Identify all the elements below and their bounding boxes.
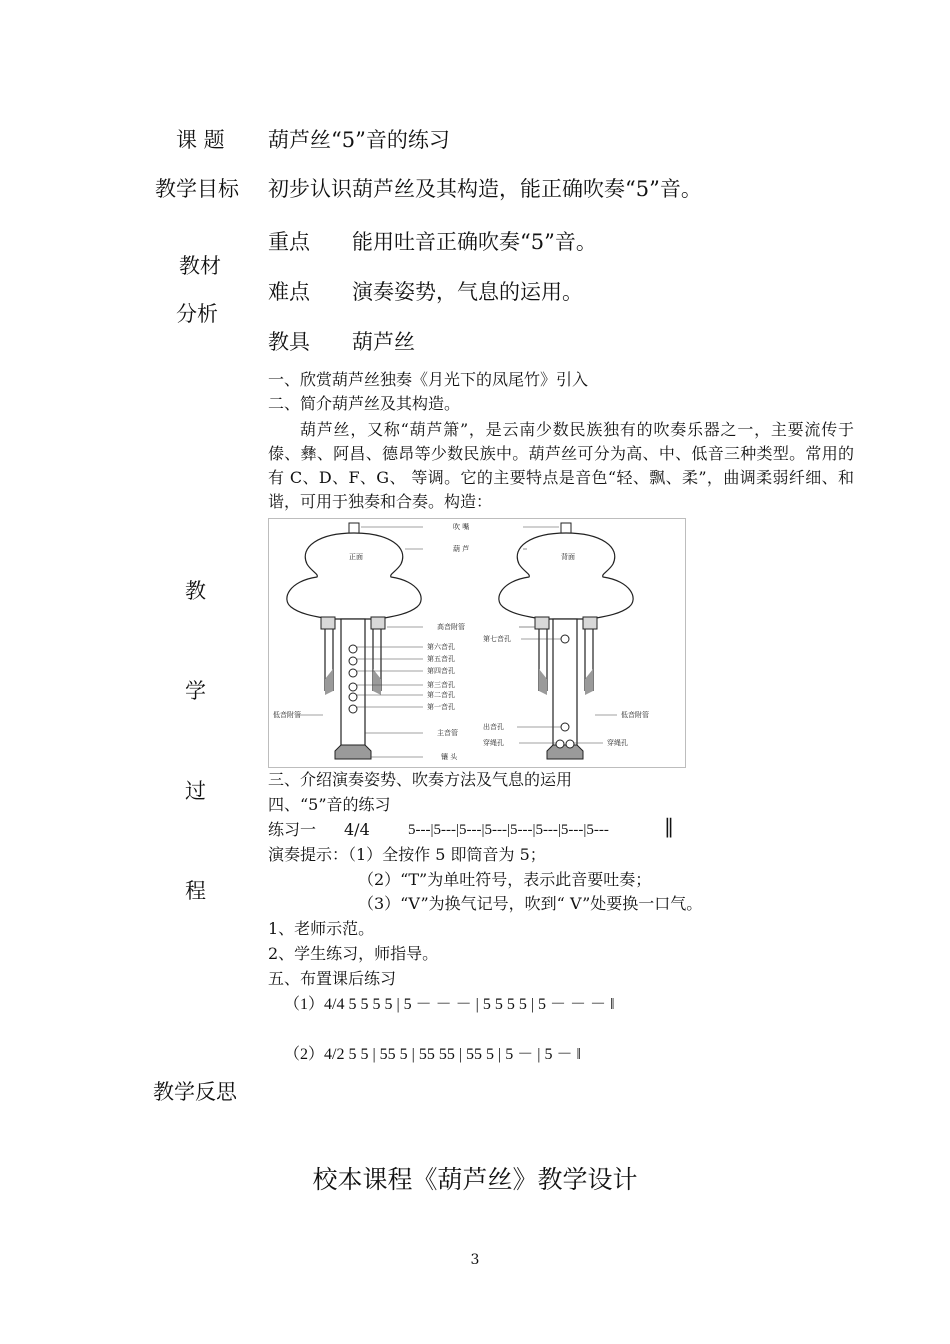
difficulty-value: 演奏姿势，气息的运用。 xyxy=(352,280,583,304)
goal-label: 教学目标 xyxy=(155,177,239,201)
item-1: 1、老师示范。 xyxy=(268,919,375,938)
material-label-line1: 教材 xyxy=(179,254,221,278)
reflection-label: 教学反思 xyxy=(153,1080,237,1104)
label-hole-5: 第五音孔 xyxy=(427,655,455,663)
exercise-1-notes: 5---|5---|5---|5---|5---|5---|5---|5--- xyxy=(408,822,609,838)
step-4: 四、“5”音的练习 xyxy=(268,795,391,814)
key-point-label: 重点 xyxy=(268,230,310,254)
tips-line-2: （2）“T”为单吐符号，表示此音要吐奏； xyxy=(358,870,652,889)
label-main-pipe: 主音管 xyxy=(437,729,458,737)
homework-2: （2）4/2 5 5 | 55 5 | 55 55 | 55 5 | 5 － | 5 － ‖ xyxy=(284,1046,581,1063)
label-hole-4: 第四音孔 xyxy=(427,667,455,675)
label-hole-2: 第二音孔 xyxy=(427,691,455,699)
step-5: 五、布置课后练习 xyxy=(268,969,397,988)
label-treble-pipe: 高音附管 xyxy=(437,623,465,631)
intro-paragraph: 葫芦丝，又称“葫芦箫”，是云南少数民族独有的吹奏乐器之一，主要流传于傣、彝、阿昌、德昂等少数民族中。葫芦丝可分为高、中、低音三种类型。常用的有 C、D、F、G、 等调。它的主要特点是音色“轻、飘、柔”，曲调柔弱纤细、和谐，可用于独奏和合奏。构造： xyxy=(268,420,854,511)
teaching-aid-value: 葫芦丝 xyxy=(352,330,415,354)
step-3: 三、介绍演奏姿势、吹奏方法及气息的运用 xyxy=(268,770,573,789)
exercise-1-meter: 4/4 xyxy=(344,820,370,839)
tips-line-1: 演奏提示：（1）全按作 5 即筒音为 5； xyxy=(268,845,546,864)
difficulty-label: 难点 xyxy=(268,280,310,304)
process-label-char-3: 过 xyxy=(185,779,206,803)
back-label: 背面 xyxy=(561,553,575,561)
page-number: 3 xyxy=(470,1252,480,1268)
topic-value: 葫芦丝“5”音的练习 xyxy=(268,128,450,152)
label-gourd: 葫 芦 xyxy=(453,545,470,553)
label-rope-hole-right: 穿绳孔 xyxy=(607,739,628,747)
label-hole-3: 第三音孔 xyxy=(427,681,455,689)
label-ferrule: 镶 头 xyxy=(441,753,458,761)
teaching-aid-label: 教具 xyxy=(268,330,310,354)
key-point-value: 能用吐音正确吹奏“5”音。 xyxy=(352,230,597,254)
step-1: 一、欣赏葫芦丝独奏《月光下的凤尾竹》引入 xyxy=(268,370,589,389)
step-2: 二、简介葫芦丝及其构造。 xyxy=(268,394,461,413)
tips-line-3: （3）“V”为换气记号，吹到“ V”处要换一口气。 xyxy=(358,894,703,913)
topic-label: 课 题 xyxy=(176,128,225,152)
exercise-1-end-bar: ‖ xyxy=(664,814,674,838)
homework-1: （1）4/4 5 5 5 5 | 5 － － － | 5 5 5 5 | 5 － － － ‖ xyxy=(284,996,615,1013)
label-mouthpiece: 吹 嘴 xyxy=(453,523,470,531)
label-hole-7: 第七音孔 xyxy=(483,635,511,643)
label-hole-6: 第六音孔 xyxy=(427,643,455,651)
front-label-char-1: 正面 xyxy=(349,553,363,561)
item-2: 2、学生练习，师指导。 xyxy=(268,944,439,963)
material-label-line2: 分析 xyxy=(176,302,218,326)
label-rope-hole-left: 穿绳孔 xyxy=(483,739,504,747)
label-low-pipe-left: 低音附管 xyxy=(273,711,301,719)
hulusi-structure-diagram xyxy=(268,518,686,768)
process-label-char-2: 学 xyxy=(185,679,206,703)
process-label-char-4: 程 xyxy=(185,879,206,903)
label-low-pipe-right: 低音附管 xyxy=(621,711,649,719)
label-sound-hole: 出音孔 xyxy=(483,723,504,731)
process-label-char-1: 教 xyxy=(185,579,206,603)
goal-value: 初步认识葫芦丝及其构造，能正确吹奏“5”音。 xyxy=(268,177,702,201)
exercise-1-label: 练习一 xyxy=(268,820,317,839)
document-title: 校本课程《葫芦丝》教学设计 xyxy=(312,1165,638,1194)
label-hole-1: 第一音孔 xyxy=(427,703,455,711)
